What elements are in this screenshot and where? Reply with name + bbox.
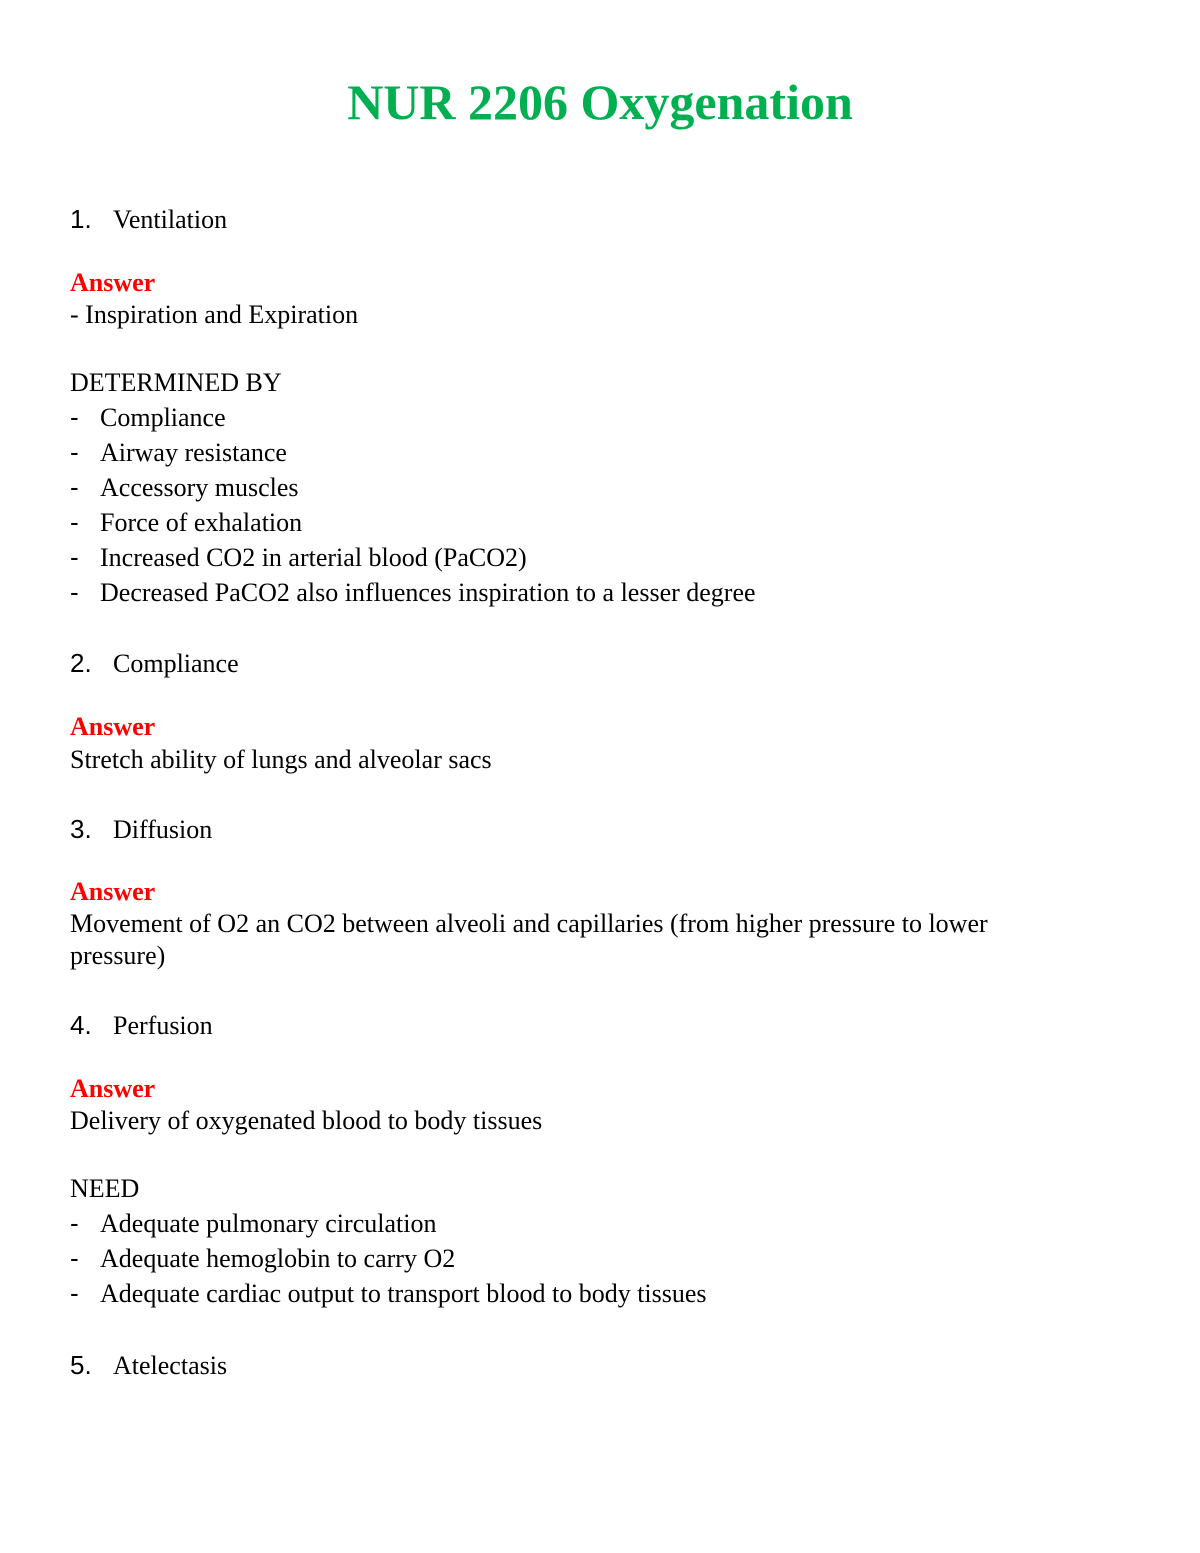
question-term: Ventilation	[113, 205, 228, 234]
list-item: - Airway resistance	[70, 435, 756, 470]
question-number: 2.	[70, 648, 92, 678]
answer-label: Answer	[70, 877, 156, 906]
bullet-dash: -	[70, 437, 79, 467]
answer-label: Answer	[70, 1074, 156, 1103]
question-4	[70, 1009, 213, 1042]
bullet-dash: -	[70, 1243, 79, 1273]
question-3	[70, 813, 212, 846]
answer-text: Delivery of oxygenated blood to body tissues	[70, 1106, 543, 1135]
list-item: - Decreased PaCO2 also influences inspiration to a lesser degree	[70, 575, 756, 610]
bullet-list	[70, 400, 756, 610]
list-item: - Adequate pulmonary circulation	[70, 1206, 707, 1241]
bullet-dash: -	[70, 472, 79, 502]
list-item: - Adequate cardiac output to transport blood to body tissues	[70, 1276, 707, 1311]
list-item: - Increased CO2 in arterial blood (PaCO2)	[70, 540, 756, 575]
question-number: 1.	[70, 204, 92, 234]
bullet-dash: -	[70, 542, 79, 572]
answer-text: - Inspiration and Expiration	[70, 300, 359, 329]
answer-text: Stretch ability of lungs and alveolar sacs	[70, 745, 492, 774]
answer-text: Movement of O2 an CO2 between alveoli and capillaries (from higher pressure to lower pressure)	[70, 909, 988, 970]
bullet-dash: -	[70, 507, 79, 537]
question-term: Atelectasis	[113, 1351, 228, 1380]
sub-heading: DETERMINED BY	[70, 368, 282, 397]
answer-label: Answer	[70, 268, 156, 297]
bullet-dash: -	[70, 577, 79, 607]
question-term: Compliance	[113, 649, 239, 678]
question-number: 3.	[70, 814, 92, 844]
list-item: - Force of exhalation	[70, 505, 756, 540]
list-item: - Accessory muscles	[70, 470, 756, 505]
question-number: 5.	[70, 1350, 92, 1380]
question-1	[70, 203, 227, 236]
question-number: 4.	[70, 1010, 92, 1040]
list-item: - Compliance	[70, 400, 756, 435]
bullet-dash: -	[70, 1208, 79, 1238]
sub-heading: NEED	[70, 1174, 140, 1203]
question-5	[70, 1349, 227, 1382]
bullet-dash: -	[70, 1278, 79, 1308]
bullet-list	[70, 1206, 707, 1311]
list-item: - Adequate hemoglobin to carry O2	[70, 1241, 707, 1276]
question-2	[70, 647, 239, 680]
page-title: NUR 2206 Oxygenation	[347, 74, 853, 130]
question-term: Diffusion	[113, 815, 213, 844]
answer-label: Answer	[70, 712, 156, 741]
question-term: Perfusion	[113, 1011, 213, 1040]
bullet-dash: -	[70, 402, 79, 432]
